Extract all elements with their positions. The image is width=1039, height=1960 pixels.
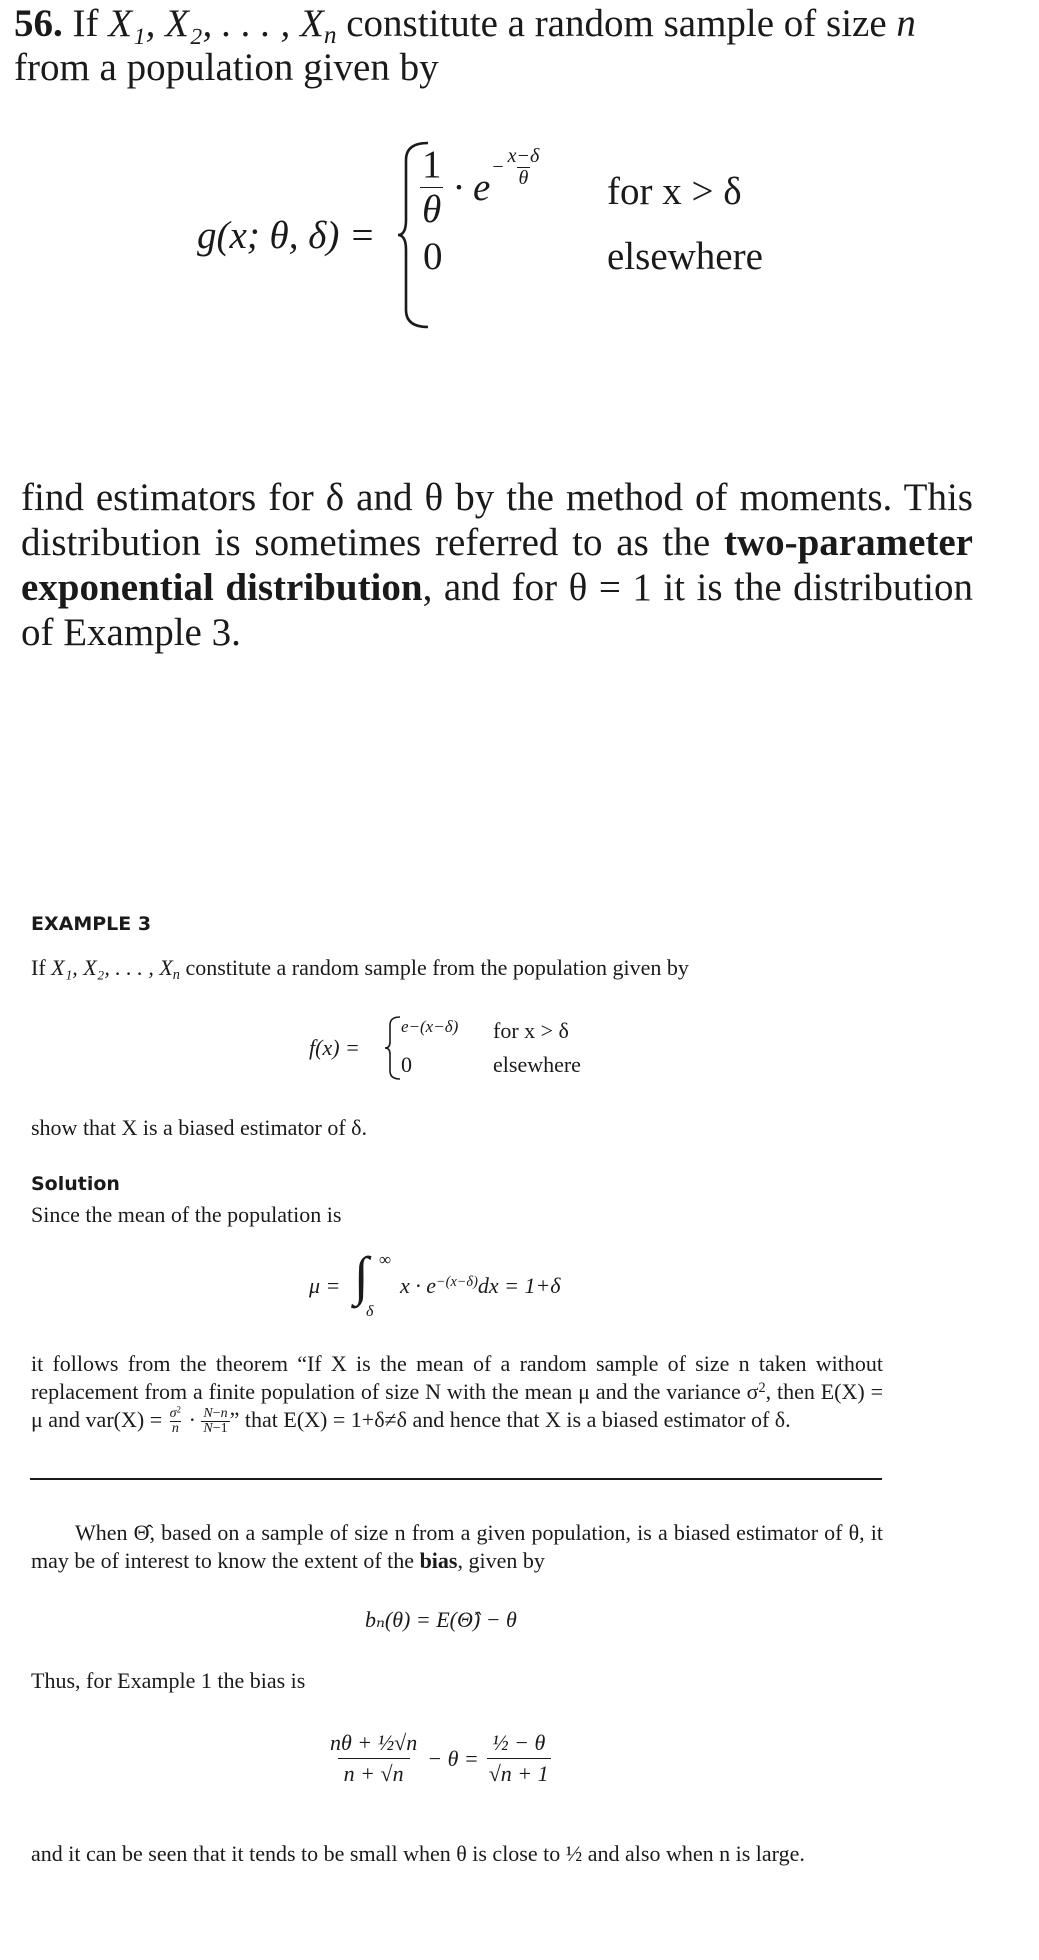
follows-text-2: , then E(X) = μ and var(X) = <box>31 1379 884 1432</box>
left-brace-f <box>384 1015 402 1081</box>
example-sample-n: n <box>172 967 180 983</box>
bias-text-1: When Θ̂, based on a sample of size n from a given population, is a biased estimator of θ, it may be of interest to know the extent of the <box>31 1520 883 1573</box>
bias-frac-2-den: √n + 1 <box>487 1758 551 1789</box>
g-coef-den: θ <box>422 188 442 231</box>
bias-frac-1-num: nθ + ½√n <box>330 1730 418 1755</box>
integrand <box>400 1271 561 1301</box>
g-exp-base: · e <box>453 165 491 209</box>
problem-intro-1: If <box>72 2 99 45</box>
problem-intro-3: from a population given by <box>14 46 439 89</box>
example-heading: EXAMPLE 3 <box>31 913 152 935</box>
solution-since: Since the mean of the population is <box>31 1202 342 1227</box>
mu-lhs: μ = <box>309 1273 341 1298</box>
f-case-1: e−(x−δ) <box>401 1017 459 1036</box>
bias-thus: Thus, for Example 1 the bias is <box>31 1668 306 1693</box>
example-stmt-1: If <box>31 955 46 980</box>
follows-text-3: ” that E(X) = 1+δ≠δ and hence that X is a biased estimator of δ. <box>229 1407 791 1432</box>
example-show: show that X is a biased estimator of δ. <box>31 1115 368 1140</box>
problem-intro-2: constitute a random sample of size <box>346 2 887 45</box>
para-text-b: , and for θ = 1 it is the distribution of Example 3. <box>21 566 974 654</box>
para-bold-term: two-parameter exponential distribution <box>21 521 973 609</box>
solution-heading: Solution <box>31 1173 120 1195</box>
bias-frac-1 <box>328 1728 419 1789</box>
integrand-text: x · e <box>400 1273 437 1298</box>
g-case-1 <box>420 143 541 232</box>
sample-size-n: n <box>896 2 916 45</box>
example-stmt-2: constitute a random sample from the population given by <box>185 955 689 980</box>
g-case-2-cond: elsewhere <box>607 235 763 278</box>
bias-formula: bₙ(θ) = E(Θ̂) − θ <box>365 1607 517 1632</box>
integrand-exp: −(x−δ) <box>436 1273 478 1290</box>
follows-paragraph: it follows from the theorem “If X is the mean of a random sample of size n taken without replacement from a finite population of size N with the mean μ and the variance $\sigma^2$, then E(X) = μ and var(X) = $\frac{\sigma^2}{n}$ · $\frac{N-n}{N-1}$ ” that E(X) = 1+δ≠δ and hence that X is a biased estimator of δ. <box>31 1351 884 1437</box>
g-lhs: g(x; θ, δ) = <box>197 214 376 257</box>
integrand-tail: dx = 1+δ <box>477 1273 561 1298</box>
integral-lower: δ <box>366 1303 374 1320</box>
bias-bold-term: bias <box>419 1548 458 1573</box>
variance-fraction: $\frac{\sigma^2}{n}$ <box>169 1404 182 1437</box>
bias-equation <box>328 1728 551 1789</box>
g-exp-num: x−δ <box>507 145 540 167</box>
example-statement <box>31 953 891 983</box>
fpc-fraction: $\frac{N-n}{N-1}$ <box>203 1406 228 1437</box>
f-case-2: 0 <box>401 1052 412 1077</box>
g-coef-num: 1 <box>422 143 442 186</box>
g-exp-fraction <box>506 146 542 189</box>
problem-number: 56. <box>14 2 63 45</box>
g-exponent: − $\frac{x-\delta}{\theta}$ <box>492 145 540 189</box>
sample-sequence: X₁, X₂, . . . , X <box>108 2 324 45</box>
bias-frac-2-num: ½ − θ <box>492 1730 546 1755</box>
g-case-2-val: 0 <box>423 235 443 278</box>
problem-statement <box>14 2 1024 90</box>
g-exp-den: θ <box>518 167 529 189</box>
integral-sign: ∫ <box>354 1246 369 1306</box>
problem-paragraph <box>21 475 973 655</box>
integral-upper: ∞ <box>379 1250 392 1269</box>
bias-frac-2 <box>487 1728 551 1789</box>
g-case-1-cond: for x > δ <box>607 170 742 213</box>
f-case-2-cond: elsewhere <box>493 1052 581 1077</box>
example-end-rule <box>30 1478 882 1480</box>
bias-text-2: , given by <box>457 1548 545 1573</box>
f-lhs: f(x) = <box>309 1035 360 1060</box>
follows-text-1: it follows from the theorem “If X is the mean of a random sample of size n taken without replacement from a finite population of size N with the mean μ and the variance σ <box>31 1351 883 1404</box>
bias-closing: and it can be seen that it tends to be small when θ is close to ½ and also when n is large. <box>31 1841 805 1866</box>
sample-sub-n: n <box>323 21 337 50</box>
bias-frac-1-den: n + √n <box>338 1758 410 1789</box>
bias-paragraph <box>31 1519 883 1575</box>
bias-middle: − θ = <box>427 1745 479 1771</box>
f-case-1-cond: for x > δ <box>493 1018 569 1043</box>
para-text-a: find estimators for δ and θ by the method of moments. This distribution is sometimes referred to as the <box>21 476 973 564</box>
example-sample-seq: X₁, X₂, . . . , X <box>51 955 173 980</box>
g-coef-fraction <box>420 143 444 232</box>
